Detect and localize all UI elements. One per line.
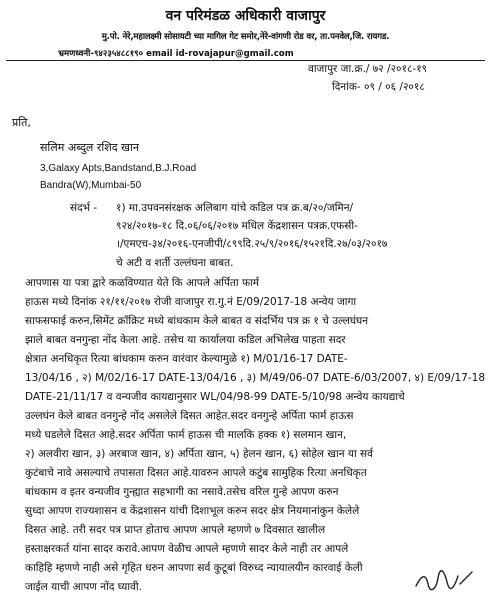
subject-line: चे अटी व शर्ती उल्लंघना बाबत. [116,257,234,269]
body-line: सुध्दा आपण राज्यशासन व केंद्रशासन यांची दिशाभूल करुन सदर क्षेत्र नियमानांकुन केलेले [25,505,360,517]
body-line: हाऊस मध्ये दिनांक २१/११/२०१७ रोजी वाजापुर रा.गु.नं E/09/2017-18 अन्वेय जागा [25,296,357,308]
reference-number: वाजापुर जा.क्र./ ७२ /२०१८-१९ [308,63,428,75]
office-contact: भ्रमणध्वनी-९४२३५४८८१९० email id-rovajapur@gmail.com [58,49,294,59]
subject-line: १) मा.उपवनसंरक्षक अलिबाग यांचे कडिल पत्र क्र.ब/२०/जमिन/ [116,202,354,214]
body-line: उल्लघंन केले बाबत वनगुन्हे नोंद असलेले दिसत आहेत.सदर वनगुन्हे अर्पिता फार्म हाऊस [25,410,354,422]
recipient-address-line: Bandra(W),Mumbai-50 [40,180,142,191]
recipient-prefix: प्रति, [12,116,31,129]
body-line: काहिहि म्हणणे नाही असे गृहित धरुन आपणा सर्व कुटूबां विरुध्द न्यायालयीन कारवाई केली [25,562,363,574]
office-title: वन परिमंडळ अधिकारी वाजापुर [165,8,326,24]
body-line: साफसफाई करुन,सिमेंट क्रॉक्रिट मध्ये बांधकाम केले बाबत व संदर्भिय पत्र क्र १ चे उल्लघंघन [25,315,369,327]
body-line: बांधकाम व इतर वन्यजीव गुन्ह्यात सहभागी का नसावे.तसेच वरिल गुन्हे आपण करुन [25,486,339,498]
office-address: मु.पो. नेरे,महालक्ष्मी सोसायटी च्या मागिल गेट समोर,नेरे-वांगणी रोड वर, ता.पनवेल,जि. रायगड. [101,32,390,42]
recipient-name: सलिम अब्दुल रशिद खान [40,141,140,154]
body-line: २) अलवीरा खान, ३) अरबाज खान, ४) अर्पिता खान, ५) हेलन खान, ६) सोहेल खान या सर्व [25,448,373,460]
body-line: हस्ताक्षरकर्त यांना सादर करावे.आपण वेळीच आपले म्हणणे सादर केले नाही तर आपले [25,543,349,555]
subject-label: संदर्भ - [70,202,98,214]
body-line: कुटंबाचे नावे असल्याचे तपासता दिसत आहे.यावरुन आपले कटुंब सामुहिक रित्या अनधिकृत [25,467,367,479]
letter-date: दिनांक- ०९ / ०६ /२०१८ [332,81,425,93]
signature-scribble [414,568,474,592]
body-line: झाले बाबत वनगुन्हा नोंद केला आहे. तसेच या कार्यालया कडिल अभिलेख पाहता सदर [25,334,346,346]
body-line: जाईल याची आपण नोंद घ्यावी. [25,581,142,593]
body-line: क्षेत्रात अनधिकृत रित्या बांधकाम करुन वारंवार केल्यामुळे १) M/01/16-17 DATE- [25,353,348,365]
header-divider [6,60,485,61]
body-line: मध्ये घडलेले दिसत आहे.सदर अर्पिता फार्म हाऊस ची मालकि हक्क १) सलमान खान, [25,429,347,441]
body-line: दिसत आहे. तरी सदर पत्र प्राप्त होताच आपण आपले म्हणणे ७ दिवसात खालील [25,524,326,536]
body-line: 13/04/16 , २) M/02/16-17 DATE-13/04/16 , ३) M/49/06-07 DATE-6/03/2007, ४) E/09/17-18 [25,372,486,384]
recipient-address-line: 3,Galaxy Apts,Bandstand,B.J.Road [40,163,197,174]
subject-line: ।/एमएच-३४/२०१६-एनजीपी/८९९दि.२५/९/२०१६/१५२१दि.२७/०३/२०१७ [116,238,388,250]
subject-line: ९२४/२०१७-१८ दि.०६/०६/२०१७ मधिल केंद्रशासन पत्रक्र.एफसी- [116,220,358,232]
body-line: आपणास या पत्रा द्वारे कळविण्यात येते कि आपले अर्पिता फार्म [25,277,260,289]
body-line: DATE-21/11/17 व वन्यजीव कायद्यानुसार WL/04/98-99 DATE-5/10/98 अन्वेय कायद्याचे [25,391,405,403]
